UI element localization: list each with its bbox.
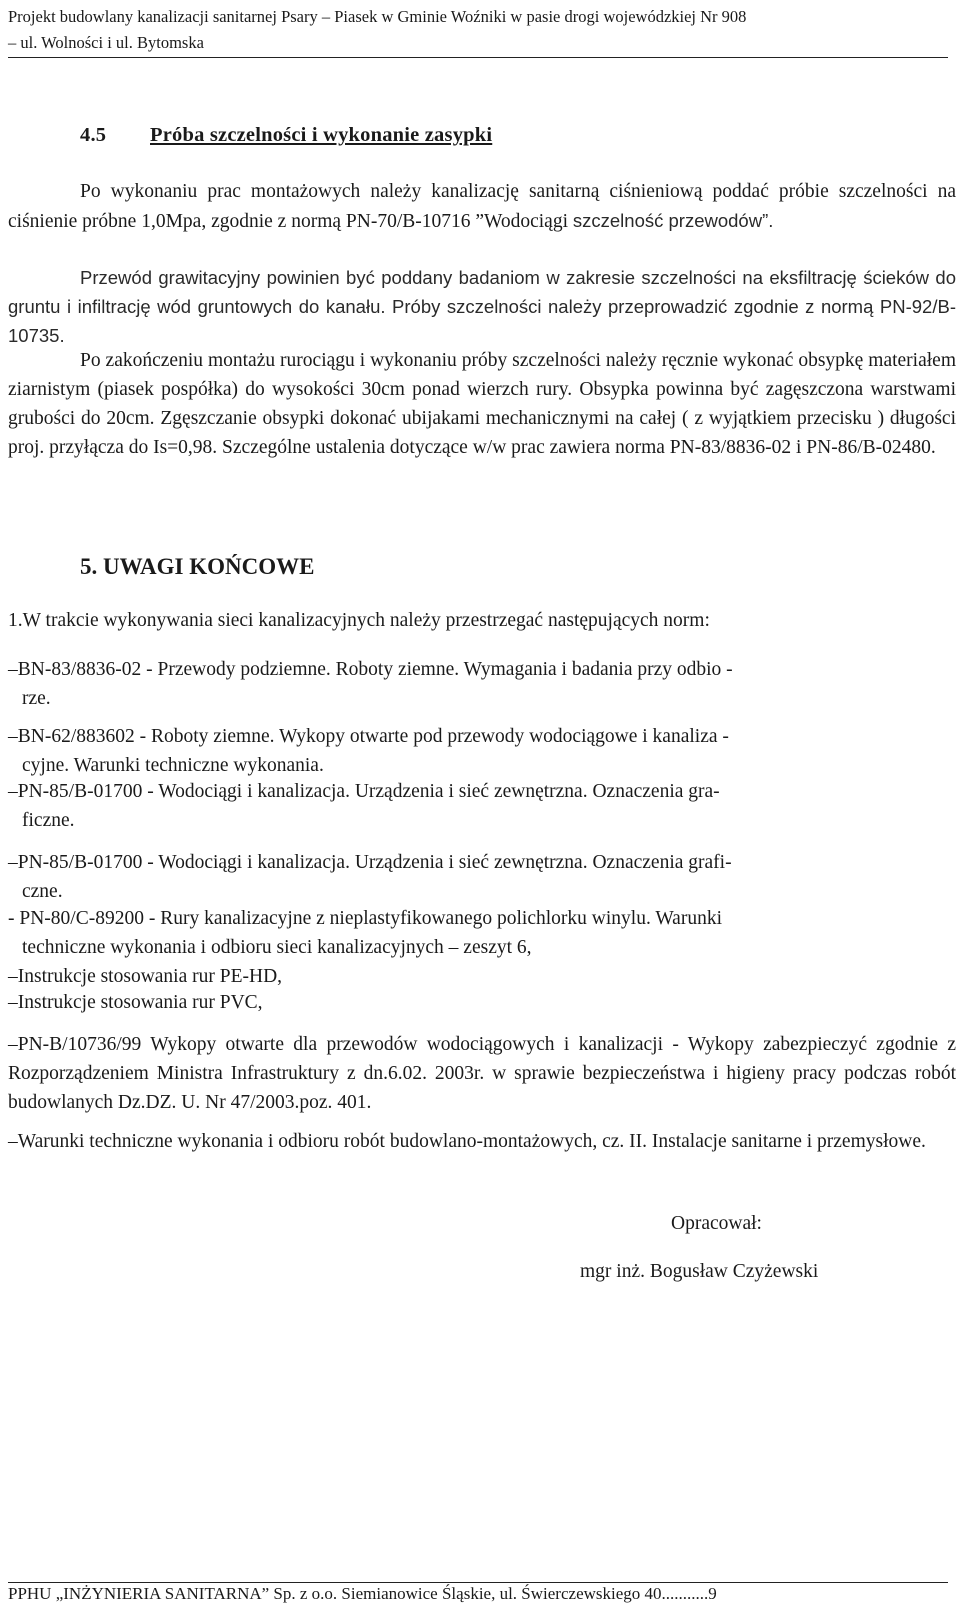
norm-item-line-1: –BN-83/8836-02 - Przewody podziemne. Roboty ziemne. Wymagania i badania przy odbio - bbox=[8, 659, 733, 680]
norm-item: –PN-B/10736/99 Wykopy otwarte dla przewodów wodociągowych i kanalizacji - Wykopy zabezpieczyć zgodnie z Rozporządzeniem Ministra Infrastruktury z dn.6.02. 2003r. w sprawie bezpieczeństwa i higieny pracy podczas robót budowlanych Dz.DZ. U. Nr 47/2003.poz. 401. bbox=[8, 1034, 956, 1113]
norm-item-line-1: –BN-62/883602 - Roboty ziemne. Wykopy otwarte pod przewody wodociągowe i kanaliza - bbox=[8, 726, 729, 747]
norm-item-line-2: czne. bbox=[22, 881, 63, 902]
norm-item bbox=[8, 904, 956, 962]
header-line-2: – ul. Wolności i ul. Bytomska bbox=[8, 33, 204, 52]
page-footer: PPHU „INŻYNIERIA SANITARNA” Sp. z o.o. Siemianowice Śląskie, ul. Świerczewskiego 40...........9 bbox=[8, 1582, 948, 1604]
paragraph-pressure-test-text: Po wykonaniu prac montażowych należy kanalizację sanitarną ciśnieniową poddać próbie szczelności na ciśnienie próbne 1,0Mpa, zgodnie z normą PN-70/B-10716 ”Wodociągi bbox=[8, 181, 956, 232]
norm-item: –Warunki techniczne wykonania i odbioru robót budowlano-montażowych, cz. II. Instalacje sanitarne i przemysłowe. bbox=[8, 1131, 926, 1152]
norm-item bbox=[8, 988, 956, 1017]
norm-item-line-1: –Instrukcje stosowania rur PVC, bbox=[8, 992, 263, 1013]
norm-item-line-2: techniczne wykonania i odbioru sieci kanalizacyjnych – zeszyt 6, bbox=[22, 937, 532, 958]
norm-item-line-1: –Instrukcje stosowania rur PE-HD, bbox=[8, 966, 283, 987]
norm-item bbox=[8, 962, 956, 991]
section-5-title: 5. UWAGI KOŃCOWE bbox=[80, 554, 315, 579]
header-line-1: Projekt budowlany kanalizacji sanitarnej Psary – Piasek w Gminie Woźniki w pasie drogi wojewódzkiej Nr 908 bbox=[8, 7, 747, 26]
section-4-5-title bbox=[80, 124, 492, 147]
norm-item-line-1: –PN-85/B-01700 - Wodociągi i kanalizacja. Urządzenia i sieć zewnętrzna. Oznaczenia gra- bbox=[8, 781, 720, 802]
section-number: 4.5 bbox=[80, 124, 107, 146]
norms-intro: 1.W trakcie wykonywania sieci kanalizacyjnych należy przestrzegać następujących norm: bbox=[8, 610, 710, 631]
norm-item bbox=[8, 722, 956, 780]
norm-item-line-1: –PN-85/B-01700 - Wodociągi i kanalizacja. Urządzenia i sieć zewnętrzna. Oznaczenia grafi- bbox=[8, 852, 732, 873]
section-title-text: Próba szczelności i wykonanie zasypki bbox=[150, 124, 493, 146]
page-header bbox=[8, 4, 948, 58]
paragraph-backfill: Po zakończeniu montażu rurociągu i wykonaniu próby szczelności należy ręcznie wykonać obsypkę materiałem ziarnistym (piasek pospółka) do wysokości 30cm ponad wierzch rury. Obsypka powinna być zagęszczona warstwami grubości do 20cm. Zgęszczanie obsypki dokonać ubijakami mechanicznymi na całej ( z wyjątkiem przecisku ) długości proj. przyłącza do Is=0,98. Szczególne ustalenia dotyczące w/w prac zawiera norma PN-83/8836-02 i PN-86/B-02480. bbox=[8, 350, 956, 458]
paragraph-pressure-test-tail: szczelność przewodów”. bbox=[572, 210, 774, 231]
signature-label: Opracował: bbox=[671, 1213, 762, 1234]
norm-item bbox=[8, 848, 956, 906]
paragraph-gravity-pipe: Przewód grawitacyjny powinien być poddany badaniom w zakresie szczelności na eksfiltrację ścieków do gruntu i infiltrację wód gruntowych do kanału. Próby szczelności należy przeprowadzić zgodnie z normą PN-92/B-10735. bbox=[8, 267, 956, 346]
norm-item-line-2: rze. bbox=[22, 688, 51, 709]
norm-item bbox=[8, 655, 956, 713]
signature-name: mgr inż. Bogusław Czyżewski bbox=[580, 1261, 819, 1282]
norm-item-line-2: ficzne. bbox=[22, 810, 75, 831]
norm-item-line-1: - PN-80/C-89200 - Rury kanalizacyjne z nieplastyfikowanego polichlorku winylu. Warunki bbox=[8, 908, 722, 929]
norm-item-line-2: cyjne. Warunki techniczne wykonania. bbox=[22, 755, 324, 776]
paragraph-pressure-test bbox=[8, 177, 956, 236]
norm-item bbox=[8, 777, 956, 835]
